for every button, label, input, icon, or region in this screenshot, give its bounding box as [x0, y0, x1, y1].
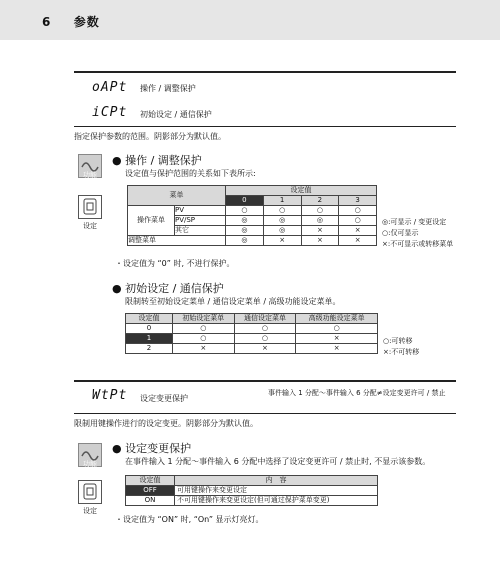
sub2-cell: ×	[173, 344, 235, 354]
sub1-table-value-col: 0	[226, 196, 264, 206]
sub2-header: 设定值	[126, 314, 173, 324]
page-number: 6	[42, 15, 52, 29]
sub1-cell: ○	[339, 216, 377, 226]
sub1-row-item: PV/SP	[175, 216, 226, 226]
sec2-cell: 可用键操作来变更设定	[175, 486, 378, 496]
sub2-cell: ○	[173, 334, 235, 344]
section2-top-rule	[74, 380, 456, 382]
sub1-note: ・设定值为 “0” 时, 不进行保护。	[115, 259, 235, 268]
sub2-cell: ○	[173, 324, 235, 334]
sub2-cell: ○	[296, 324, 378, 334]
sec2-table	[125, 475, 378, 506]
sec2-note: ・设定值为 “ON” 时, “On” 显示灯亮灯。	[115, 515, 264, 524]
sec2-header: 设定值	[126, 476, 175, 486]
sub1-table-value-col: 3	[339, 196, 377, 206]
sec2-header: 内 容	[175, 476, 378, 486]
setting-icon	[78, 195, 102, 219]
sub1-cell: ○	[301, 206, 339, 216]
sub2-title: ● 初始设定 / 通信保护	[112, 282, 224, 295]
sec2-cell: ON	[126, 496, 175, 506]
sub1-table	[127, 185, 377, 246]
sub2-legend-1: ○:可转移	[383, 337, 413, 345]
sub1-row-group: 调整菜单	[128, 236, 226, 246]
sub1-cell: ◎	[226, 236, 264, 246]
sub2-header: 通信设定菜单	[234, 314, 296, 324]
sub2-cell: ×	[296, 334, 378, 344]
param-name-oapt: 操作 / 调整保护	[140, 84, 196, 93]
section-title: 参数	[73, 15, 100, 29]
function-icon-label: 功能	[83, 171, 97, 179]
sub1-desc: 设定值与保护范围的关系如下表所示:	[125, 169, 256, 178]
sub1-legend-2: ○:仅可显示	[382, 229, 419, 237]
param-name-wtpt: 设定变更保护	[140, 394, 188, 403]
sub2-cell: 1	[126, 334, 173, 344]
sub2-cell: 2	[126, 344, 173, 354]
table-row	[126, 334, 378, 344]
sub1-cell: ◎	[226, 216, 264, 226]
sub1-title: ● 操作 / 调整保护	[112, 154, 202, 167]
table-row	[126, 324, 378, 334]
sub2-cell: ×	[234, 344, 296, 354]
sub1-cell: ○	[339, 206, 377, 216]
setting-icon-label: 设定	[83, 507, 97, 515]
key-panel-icon	[79, 196, 101, 218]
sub2-header: 高级功能设定菜单	[296, 314, 378, 324]
param-code-oapt: oAPt	[92, 80, 128, 95]
sub2-header: 初始设定菜单	[173, 314, 235, 324]
sec2-sub-title: ● 设定变更保护	[112, 442, 192, 455]
param-name-icpt: 初始设定 / 通信保护	[140, 110, 212, 119]
key-panel-icon	[79, 481, 101, 503]
sub1-cell: ×	[263, 236, 301, 246]
sub1-table-header-values: 设定值	[226, 186, 377, 196]
param-code-wtpt: WtPt	[92, 388, 128, 403]
section1-top-rule	[74, 71, 456, 73]
sub1-cell: ◎	[226, 226, 264, 236]
sub1-legend-3: ×:不可显示或转移菜单	[382, 240, 454, 248]
sub1-cell: ○	[263, 206, 301, 216]
section2-bottom-rule	[74, 413, 456, 414]
param-code-icpt: iCPt	[92, 105, 128, 120]
setting-icon-label: 设定	[83, 222, 97, 230]
sub1-row-item: PV	[175, 206, 226, 216]
param-condition: 事件输入 1 分配～事件输入 6 分配≠设定变更许可 / 禁止	[268, 389, 446, 397]
section1-bottom-rule	[74, 126, 456, 127]
table-row	[126, 486, 378, 496]
sub1-table-value-col: 2	[301, 196, 339, 206]
sec2-cell: 不可用键操作来变更设定(但可通过保护菜单变更)	[175, 496, 378, 506]
sub2-table	[125, 313, 378, 354]
setting-icon	[78, 480, 102, 504]
sub1-table-header-menu: 菜单	[128, 186, 226, 206]
section2-description: 限制用键操作进行的设定变更。阴影部分为默认值。	[74, 419, 258, 428]
sub2-legend-2: ×:不可转移	[383, 348, 420, 356]
table-row	[128, 236, 377, 246]
sub2-cell: ○	[234, 324, 296, 334]
sub1-cell: ×	[301, 236, 339, 246]
sub1-cell: ◎	[301, 216, 339, 226]
sub1-legend-1: ◎:可显示 / 变更设定	[382, 218, 447, 226]
sub2-cell: ○	[234, 334, 296, 344]
sub2-desc: 限制转至初始设定菜单 / 通信设定菜单 / 高级功能设定菜单。	[125, 297, 341, 306]
sub1-cell: ◎	[263, 226, 301, 236]
table-row	[126, 496, 378, 506]
sub2-cell: 0	[126, 324, 173, 334]
sub1-cell: ○	[226, 206, 264, 216]
sub1-row-group: 操作菜单	[128, 206, 175, 236]
sub1-cell: ×	[301, 226, 339, 236]
sub1-row-item: 其它	[175, 226, 226, 236]
sub1-cell: ◎	[263, 216, 301, 226]
table-row	[126, 344, 378, 354]
function-icon-label: 功能	[83, 460, 97, 468]
sub1-cell: ×	[339, 236, 377, 246]
sub1-cell: ×	[339, 226, 377, 236]
sec2-sub-desc: 在事件输入 1 分配～事件输入 6 分配中选择了设定变更许可 / 禁止时, 不显示该参数。	[125, 457, 431, 466]
sub2-cell: ×	[296, 344, 378, 354]
table-row	[128, 206, 377, 216]
page-header-text	[42, 13, 100, 30]
section1-description: 指定保护参数的范围。阴影部分为默认值。	[74, 132, 226, 141]
sub1-table-value-col: 1	[263, 196, 301, 206]
sec2-cell: OFF	[126, 486, 175, 496]
